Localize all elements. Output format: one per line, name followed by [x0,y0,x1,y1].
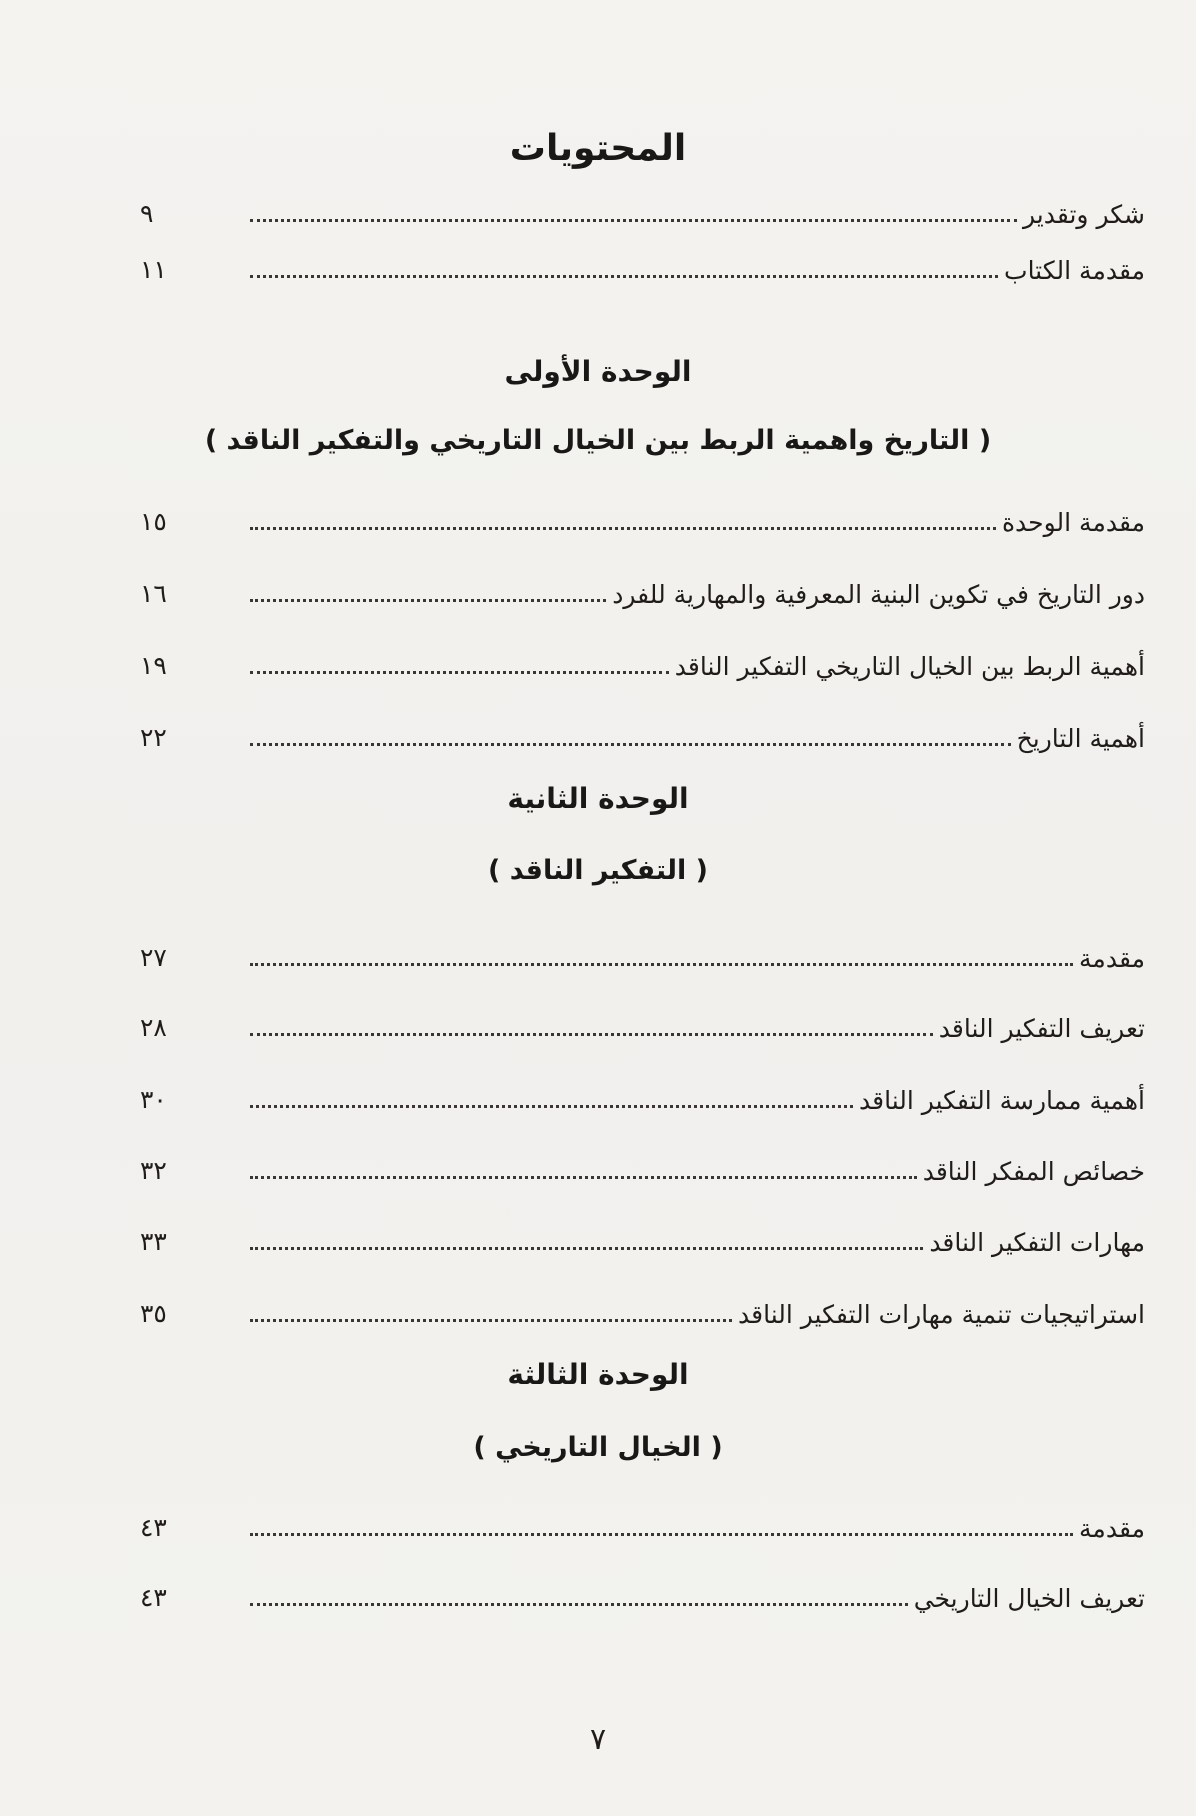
toc-entry-page: ٢٢ [140,723,167,752]
leader-dots [250,527,996,530]
leader-dots [250,1603,908,1606]
leader-dots [250,275,998,278]
toc-entry [140,1214,1145,1258]
toc-entry-label: مقدمة الوحدة [1001,508,1145,537]
toc-entry-page: ١٩ [140,651,167,680]
leader-dots [250,671,669,674]
toc-entry [140,1143,1145,1187]
toc-entry [140,1000,1145,1044]
toc-entry [140,1072,1145,1116]
toc-entry-page: ٣٣ [140,1227,167,1256]
toc-entry-page: ٢٨ [140,1013,167,1042]
toc-entry-label: أهمية الربط بين الخيال التاريخي التفكير الناقد [674,652,1145,681]
unit-title: الوحدة الثانية [507,782,689,815]
toc-entry [140,1570,1145,1614]
toc-entry [140,710,1145,754]
toc-entry-label: مقدمة الكتاب [1004,256,1145,285]
leader-dots [250,1319,732,1322]
toc-entry [140,186,1145,230]
toc-entry-label: شكر وتقدير [1022,200,1145,229]
leader-dots [250,1176,917,1179]
unit-title: الوحدة الأولى [504,355,692,388]
leader-dots [250,599,606,602]
unit-subtitle: ( التفكير الناقد ) [487,855,709,886]
toc-entry-page: ٤٣ [140,1513,167,1542]
page-number: ٧ [589,1722,607,1757]
toc-entry-page: ٩ [140,199,154,228]
unit-subtitle: ( التاريخ واهمية الربط بين الخيال التاريخي والتفكير الناقد ) [204,425,992,456]
toc-entry [140,1500,1145,1544]
toc-entry-label: مقدمة [1079,1514,1145,1543]
toc-entry-label: أهمية التاريخ [1016,724,1145,753]
toc-entry-label: تعريف الخيال التاريخي [913,1584,1145,1613]
toc-entry-page: ٢٧ [140,943,167,972]
toc-entry-page: ٣٢ [140,1156,167,1185]
toc-entry [140,242,1145,286]
toc-entry [140,494,1145,538]
unit-title: الوحدة الثالثة [507,1358,689,1391]
toc-entry-label: مهارات التفكير الناقد [929,1228,1145,1257]
leader-dots [250,1247,923,1250]
leader-dots [250,1033,933,1036]
leader-dots [250,743,1011,746]
leader-dots [250,1533,1073,1536]
toc-entry [140,930,1145,974]
toc-entry-page: ١١ [140,255,167,284]
leader-dots [250,219,1017,222]
leader-dots [250,963,1073,966]
unit-subtitle: ( الخيال التاريخي ) [473,1432,723,1463]
toc-entry-page: ٣٥ [140,1299,167,1328]
toc-entry-label: أهمية ممارسة التفكير الناقد [859,1086,1145,1115]
toc-entry [140,638,1145,682]
toc-entry-label: دور التاريخ في تكوين البنية المعرفية والمهارية للفرد [612,580,1145,609]
toc-entry-page: ٤٣ [140,1583,167,1612]
toc-entry [140,566,1145,610]
toc-entry-label: مقدمة [1079,944,1145,973]
toc-entry [140,1286,1145,1330]
toc-title: المحتويات [509,128,687,169]
leader-dots [250,1105,853,1108]
toc-entry-label: خصائص المفكر الناقد [922,1157,1145,1186]
toc-entry-page: ١٥ [140,507,167,536]
toc-entry-page: ١٦ [140,579,167,608]
toc-entry-page: ٣٠ [140,1085,167,1114]
toc-entry-label: استراتيجيات تنمية مهارات التفكير الناقد [738,1300,1145,1329]
toc-entry-label: تعريف التفكير الناقد [938,1014,1145,1043]
